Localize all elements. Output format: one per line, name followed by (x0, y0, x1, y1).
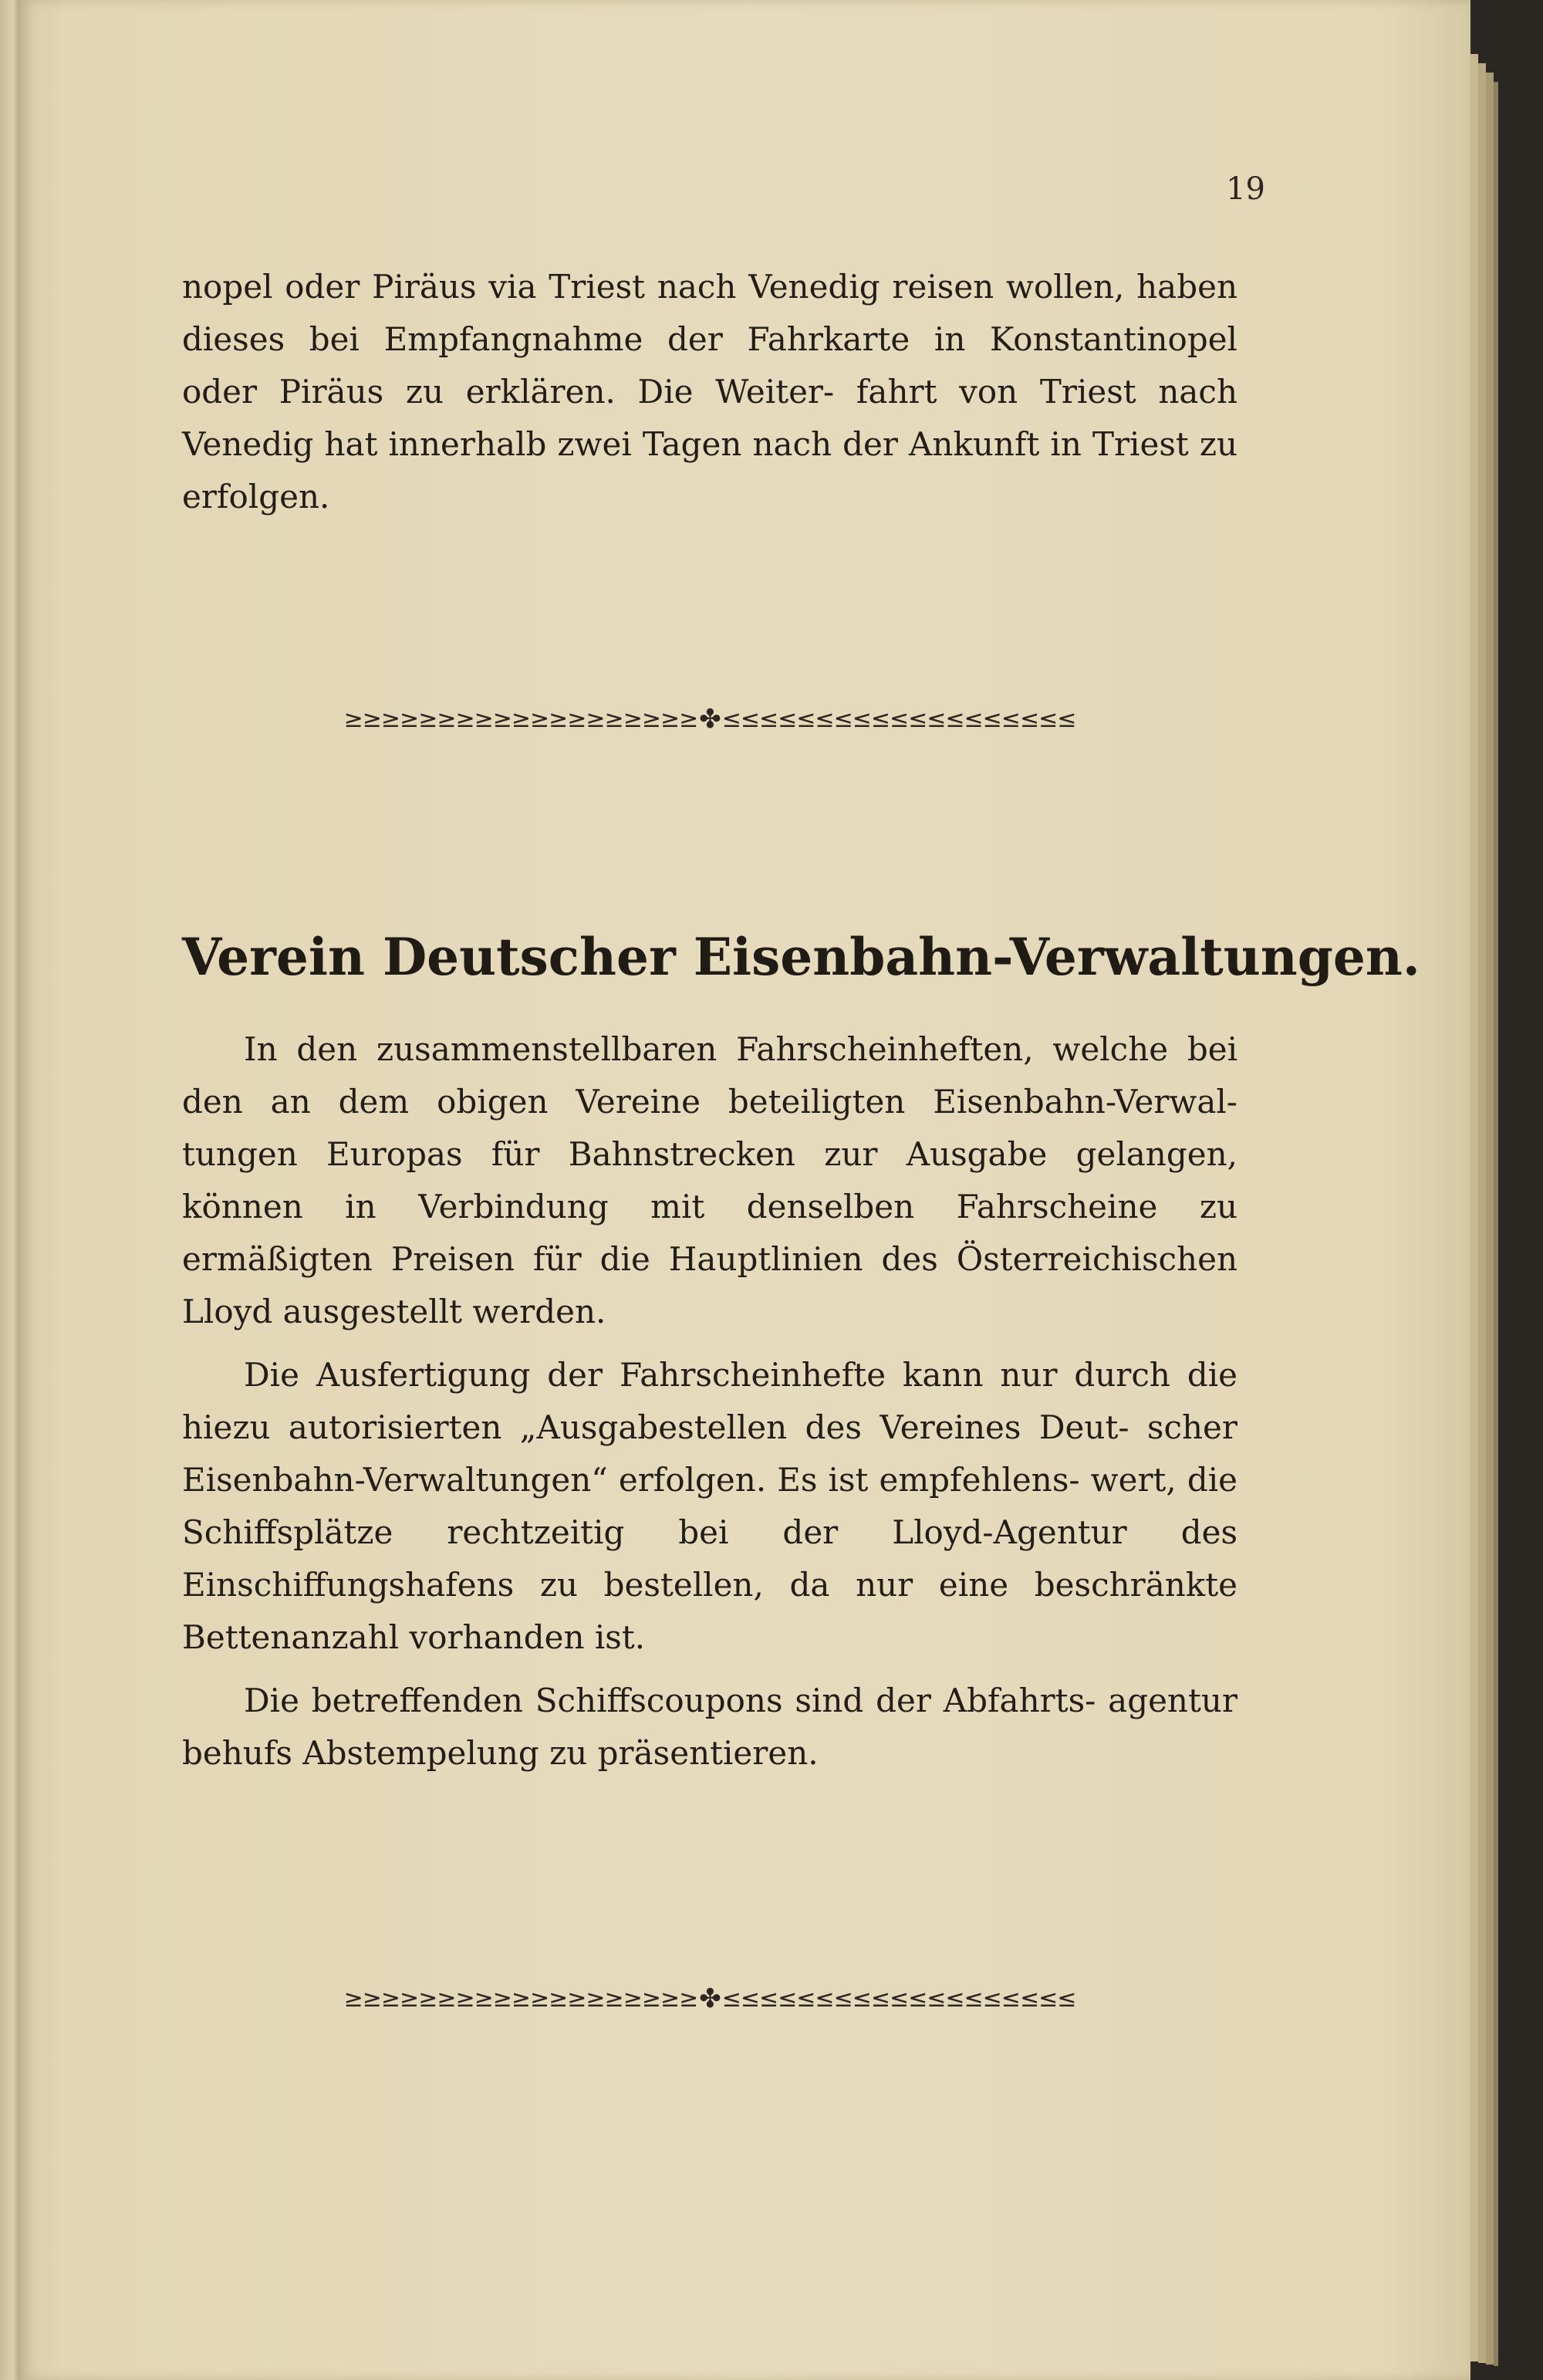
divider-flower-icon: ✤ (699, 704, 721, 735)
facing-page-edge (0, 0, 20, 2380)
page-edge (1486, 73, 1494, 2365)
section-paragraph-2: Die Ausfertigung der Fahrscheinhefte kann nur durch die hiezu autorisierten „Ausgabestellen des Vereines Deut- scher Eisenbahn-Verwaltungen“ erfolgen. Es ist empfehlens- wert, die Schiffsplätze rechtzeitig bei der Lloyd-Agentur des Einschiffungshafens zu bestellen, da nur eine beschränkte Bettenanzahl vorhanden ist. (182, 1356, 1237, 1656)
section-heading: Verein Deutscher Eisenbahn-Verwaltungen. (182, 927, 1420, 987)
page-edge (1494, 82, 1498, 2366)
page-edge (1470, 54, 1478, 2361)
section-body (182, 1023, 1237, 1780)
section-heading-block (182, 926, 1420, 988)
section-paragraph-3: Die betreffenden Schiffscoupons sind der Abfahrts- agentur behufs Abstempelung zu präsentieren. (182, 1682, 1237, 1772)
ornamental-divider-bottom (182, 1983, 1237, 2014)
continued-paragraph: nopel oder Piräus via Triest nach Venedig reisen wollen, haben dieses bei Empfangnahme der Fahrkarte in Konstantinopel oder Piräus zu erklären. Die Weiter- fahrt von Triest nach Venedig hat innerhalb zwei Tagen nach der Ankunft in Triest zu erfolgen. (182, 268, 1237, 516)
divider-left-chevrons: ≥≥≥≥≥≥≥≥≥≥≥≥≥≥≥≥≥≥≥ (343, 1985, 698, 2013)
section-paragraph-1: In den zusammenstellbaren Fahrscheinheften, welche bei den an dem obigen Vereine beteiligten Eisenbahn-Verwal- tungen Europas für Bahnstrecken zur Ausgabe gelangen, können in Verbindung mit denselben Fahrscheine zu ermäßigten Preisen für die Hauptlinien des Österreichischen Lloyd ausgestellt werden. (182, 1030, 1237, 1330)
continued-paragraph-block (182, 261, 1237, 523)
divider-left-chevrons: ≥≥≥≥≥≥≥≥≥≥≥≥≥≥≥≥≥≥≥ (343, 705, 698, 733)
divider-right-chevrons: ≤≤≤≤≤≤≤≤≤≤≤≤≤≤≤≤≤≤≤ (721, 1985, 1076, 2013)
page-number: 19 (1226, 171, 1265, 207)
page-edge (1478, 63, 1486, 2363)
divider-flower-icon: ✤ (699, 1983, 721, 2014)
ornamental-divider-top (182, 704, 1237, 735)
divider-right-chevrons: ≤≤≤≤≤≤≤≤≤≤≤≤≤≤≤≤≤≤≤ (721, 705, 1076, 733)
